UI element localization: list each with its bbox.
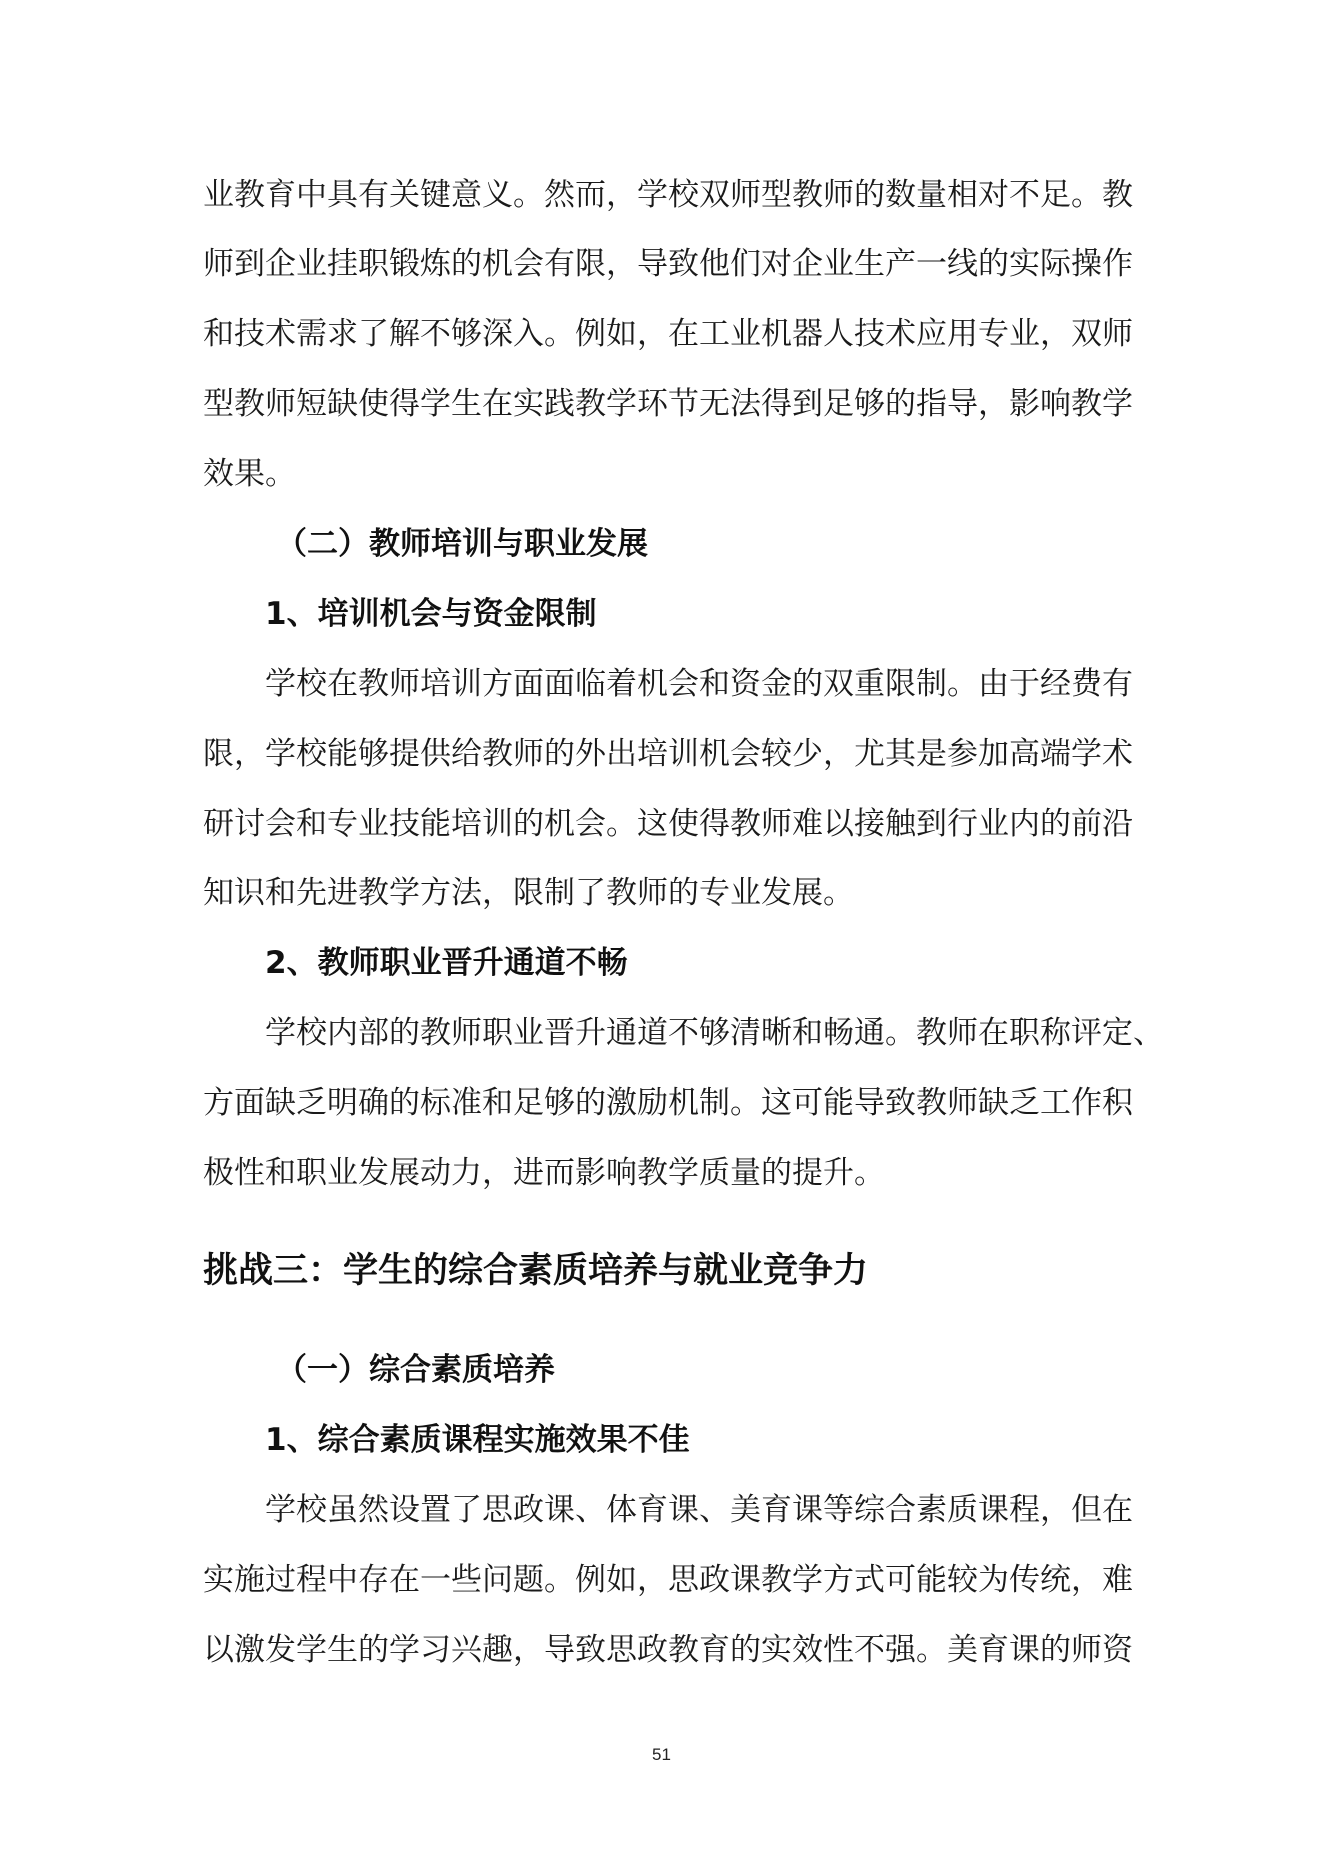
paragraph-line: 学校内部的教师职业晋升通道不够清晰和畅通。教师在职称评定、	[265, 1015, 1164, 1051]
section-heading: （一）综合素质培养	[276, 1352, 555, 1388]
paragraph-line: 实施过程中存在一些问题。例如，思政课教学方式可能较为传统，难	[203, 1562, 1133, 1598]
paragraph-line: 以激发学生的学习兴趣，导致思政教育的实效性不强。美育课的师资	[203, 1632, 1133, 1668]
paragraph-line: 知识和先进教学方法，限制了教师的专业发展。	[203, 875, 854, 911]
subsection-heading: 1、培训机会与资金限制	[265, 596, 597, 632]
paragraph-line: 效果。	[203, 456, 296, 492]
paragraph-line: 业教育中具有关键意义。然而，学校双师型教师的数量相对不足。教	[203, 177, 1133, 213]
subsection-heading: 2、教师职业晋升通道不畅	[265, 945, 628, 981]
paragraph-line: 极性和职业发展动力，进而影响教学质量的提升。	[203, 1155, 885, 1191]
chapter-heading: 挑战三：学生的综合素质培养与就业竞争力	[203, 1251, 869, 1291]
paragraph-line: 限，学校能够提供给教师的外出培训机会较少，尤其是参加高端学术	[203, 736, 1133, 772]
paragraph-line: 师到企业挂职锻炼的机会有限，导致他们对企业生产一线的实际操作	[203, 246, 1133, 282]
paragraph-line: 学校在教师培训方面面临着机会和资金的双重限制。由于经费有	[265, 666, 1133, 702]
paragraph-line: 方面缺乏明确的标准和足够的激励机制。这可能导致教师缺乏工作积	[203, 1085, 1133, 1121]
section-heading: （二）教师培训与职业发展	[276, 526, 648, 562]
paragraph-line: 学校虽然设置了思政课、体育课、美育课等综合素质课程，但在	[265, 1492, 1133, 1528]
paragraph-line: 研讨会和专业技能培训的机会。这使得教师难以接触到行业内的前沿	[203, 806, 1133, 842]
paragraph-line: 型教师短缺使得学生在实践教学环节无法得到足够的指导，影响教学	[203, 386, 1133, 422]
subsection-heading: 1、综合素质课程实施效果不佳	[265, 1422, 690, 1458]
page-number: 51	[652, 1745, 671, 1764]
paragraph-line: 和技术需求了解不够深入。例如，在工业机器人技术应用专业，双师	[203, 316, 1133, 352]
